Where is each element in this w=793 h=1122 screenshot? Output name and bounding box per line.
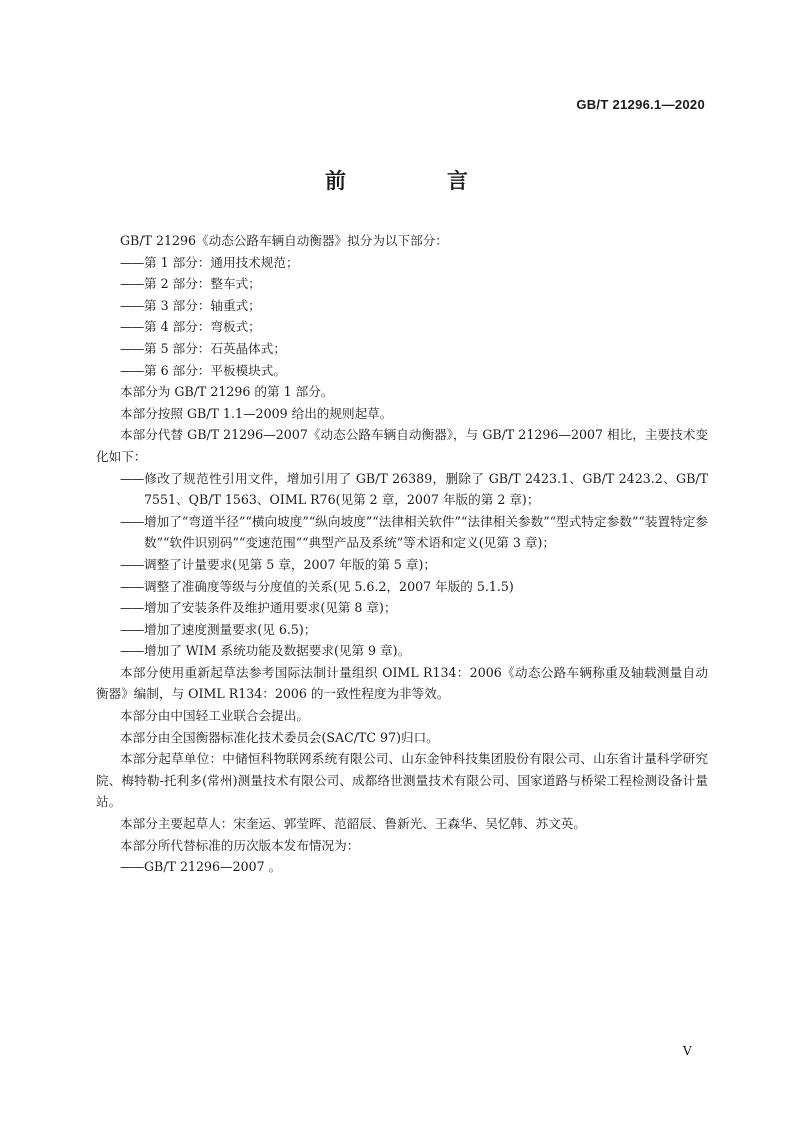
standard-code: GB/T 21296.1—2020 [576, 97, 705, 112]
page-number: V [683, 1044, 692, 1058]
drafted-paragraph: 本部分按照 GB/T 1.1—2009 给出的规则起草。 [120, 405, 393, 421]
history-paragraph: 本部分所代替标准的历次版本发布情况为： [120, 837, 360, 853]
list-item: —— 增加了 WIM 系统功能及数据要求(见第 9 章)。 [96, 640, 708, 662]
list-item: —— 第 2 部分：整车式； [96, 273, 708, 295]
list-item: —— 第 5 部分：石英晶体式； [96, 338, 708, 360]
list-item: —— 修改了规范性引用文件，增加引用了 GB/T 26389，删除了 GB/T 2423.1、GB/T 2423.2、GB/T 7551、QB/T 1563、OIML R76(见第 2 章，2007 年版的第 2 章)； [96, 468, 708, 511]
replaces-paragraph: 本部分代替 GB/T 21296—2007《动态公路车辆自动衡器》，与 GB/T 21296—2007 相比，主要技术变化如下： [96, 427, 708, 464]
list-item: —— GB/T 21296—2007 。 [96, 856, 708, 878]
part-of-paragraph: 本部分为 GB/T 21296 的第 1 部分。 [120, 384, 334, 400]
list-item: —— 增加了“弯道半径”“横向坡度”“纵向坡度”“法律相关软件”“法律相关参数”“型式特定参数”“装置特定参数”“软件识别码”“变速范围”“典型产品及系统”等术语和定义(见第 3 章)； [96, 511, 708, 554]
list-item: —— 第 3 部分：轴重式； [96, 295, 708, 317]
list-item: —— 第 4 部分：弯板式； [96, 316, 708, 338]
units-paragraph: 本部分起草单位：中储恒科物联网系统有限公司、山东金钟科技集团股份有限公司、山东省计量科学研究院、梅特勒-托利多(常州)测量技术有限公司、成都络世测量技术有限公司、国家道路与桥梁工程检测设备计量站。 [96, 751, 708, 810]
list-item: —— 增加了速度测量要求(见 6.5)； [96, 619, 708, 641]
centralized-paragraph: 本部分由全国衡器标准化技术委员会(SAC/TC 97)归口。 [120, 729, 439, 745]
intro-paragraph: GB/T 21296《动态公路车辆自动衡器》拟分为以下部分： [120, 233, 448, 248]
list-item: —— 调整了准确度等级与分度值的关系(见 5.6.2，2007 年版的 5.1.5) [96, 576, 708, 598]
list-item: —— 第 6 部分：平板模块式。 [96, 360, 708, 382]
page-title: 前 言 [325, 169, 508, 193]
list-item: —— 调整了计量要求(见第 5 章，2007 年版的第 5 章)； [96, 554, 708, 576]
authors-paragraph: 本部分主要起草人：宋奎运、郭莹晖、范韶辰、鲁新光、王森华、吴忆韩、苏文英。 [120, 816, 586, 832]
proposed-paragraph: 本部分由中国轻工业联合会提出。 [120, 708, 309, 724]
foreword-body [96, 230, 708, 878]
list-item: —— 增加了安装条件及维护通用要求(见第 8 章)； [96, 597, 708, 619]
oiml-paragraph: 本部分使用重新起草法参考国际法制计量组织 OIML R134：2006《动态公路车辆称重及轴载测量自动衡器》编制，与 OIML R134：2006 的一致性程度为非等效。 [96, 664, 708, 702]
list-item: —— 第 1 部分：通用技术规范； [96, 252, 708, 274]
